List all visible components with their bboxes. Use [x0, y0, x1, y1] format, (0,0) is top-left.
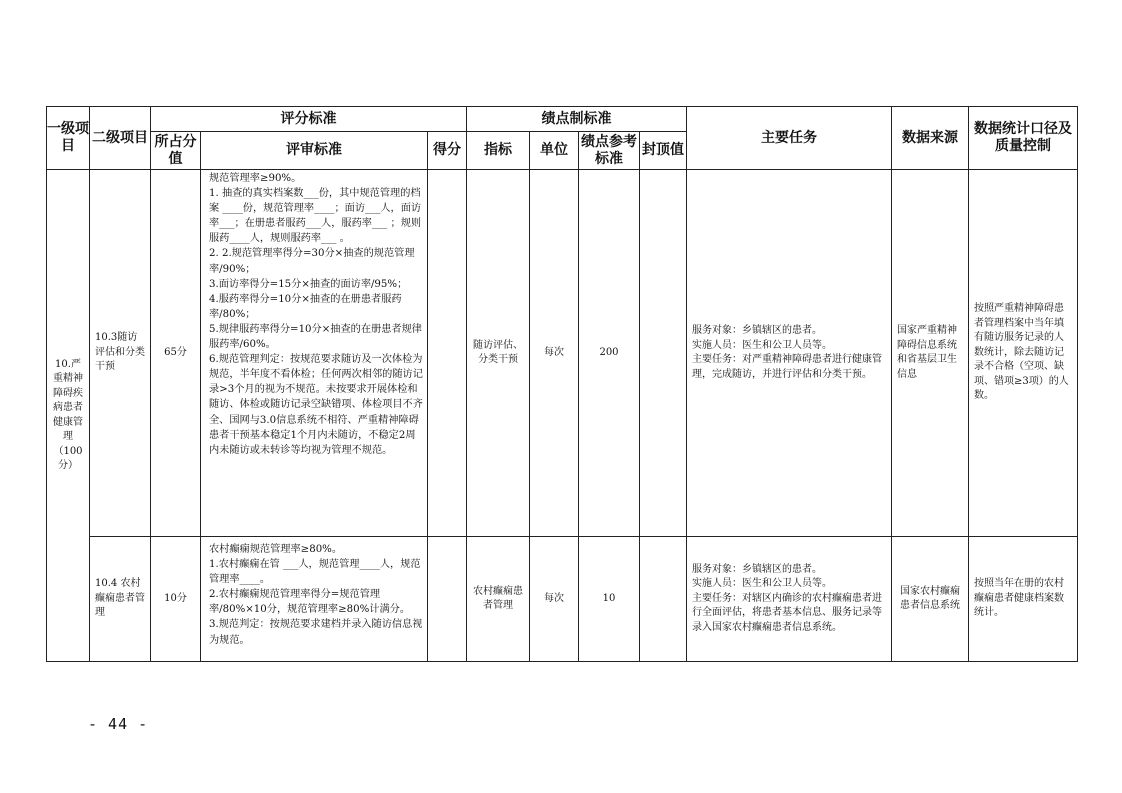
- header-performance: 绩点制标准: [467, 107, 687, 132]
- stat-cell: 按照当年在册的农村癫痫患者健康档案数统计。: [969, 537, 1078, 662]
- criteria-line: 1. 抽查的真实档案数___份，其中规范管理的档案 ____份，规范管理率____；面访___人，面访率___；在册患者服药___人，服药率___ ；规则服药____人，规则服药率___ 。: [209, 188, 422, 245]
- criteria-line: 规范管理率≥90%。: [209, 173, 302, 184]
- task-line: 实施人员：医生和公卫人员等。: [692, 339, 832, 351]
- header-share: 所占分值: [151, 132, 201, 170]
- share-cell: 65分: [151, 170, 201, 537]
- header-reference: 绩点参考标准: [579, 132, 640, 170]
- task-line: 服务对象：乡镇辖区的患者。: [692, 325, 822, 336]
- indicator-cell: 农村癫痫患者管理: [467, 537, 530, 662]
- level2-item-cell: 10.3随访评估和分类干预: [90, 170, 151, 537]
- indicator-cell: 随访评估、分类干预: [467, 170, 530, 537]
- assessment-table: [46, 106, 1078, 662]
- source-cell: 国家农村癫痫患者信息系统: [892, 537, 969, 662]
- header-indicator: 指标: [467, 132, 530, 170]
- level1-item-cell: 10.严重精神障碍疾病患者健康管理（100分）: [47, 170, 90, 662]
- header-stat: 数据统计口径及质量控制: [969, 107, 1078, 170]
- reference-cell: 200: [579, 170, 640, 537]
- unit-cell: 每次: [530, 170, 579, 537]
- table-row: [47, 537, 1078, 662]
- task-line: 主要任务：对严重精神障碍患者进行健康管理，完成随访，并进行评估和分类干预。: [692, 354, 882, 380]
- criteria-line: 2. 2.规范管理率得分=30分×抽查的规范管理率/90%；: [209, 248, 415, 275]
- criteria-line: 农村癫痫规范管理率≥80%。: [209, 544, 343, 555]
- unit-cell: 每次: [530, 537, 579, 662]
- share-cell: 10分: [151, 537, 201, 662]
- criteria-line: 4.服药率得分=10分×抽查的在册患者服药率/80%；: [209, 293, 402, 320]
- cap-cell: [640, 170, 687, 537]
- stat-cell: 按照严重精神障碍患者管理档案中当年填有随访服务记录的人数统计，除去随访记录不合格（空项、缺项、错项≥3项）的人数。: [969, 170, 1078, 537]
- header-scoring: 评分标准: [151, 107, 467, 132]
- criteria-line: 6.规范管理判定：按规范要求随访及一次体检为规范，半年度不看体检；任何两次相邻的随访记录>3个月的视为不规范。未按要求开展体检和随访、体检或随访记录空缺错项、体检项目不齐全、国网与3.0信息系统不相符、严重精神障碍患者干预基本稳定1个月内未随访，不稳定2周内未随访或未转诊等均视为管理不规范。: [209, 354, 423, 456]
- cap-cell: [640, 537, 687, 662]
- criteria-line: 5.规律服药率得分=10分×抽查的在册患者规律服药率/60%。: [209, 323, 422, 351]
- reference-cell: 10: [579, 537, 640, 662]
- task-line: 主要任务：对辖区内确诊的农村癫痫患者进行全面评估，将患者基本信息、服务记录等录入国家农村癫痫患者信息系统。: [692, 592, 882, 633]
- criteria-line: 2.农村癫痫规范管理率得分=规范管理率/80%×10分，规范管理率≥80%计满分。: [209, 589, 411, 616]
- tasks-cell: [687, 170, 892, 537]
- criteria-cell: [201, 170, 428, 537]
- score-cell: [428, 537, 467, 662]
- criteria-line: 3.面访率得分=15分×抽查的面访率/95%；: [209, 278, 408, 290]
- score-cell: [428, 170, 467, 537]
- level2-item-cell: 10.4 农村癫痫患者管理: [90, 537, 151, 662]
- header-criteria: 评审标准: [201, 132, 428, 170]
- page-number: - 44 -: [88, 715, 149, 733]
- criteria-line: 3.规范判定：按规范要求建档并录入随访信息视为规范。: [209, 619, 423, 646]
- header-score: 得分: [428, 132, 467, 170]
- tasks-cell: [687, 537, 892, 662]
- header-level1: 一级项目: [47, 107, 90, 170]
- task-line: 服务对象：乡镇辖区的患者。: [692, 563, 822, 575]
- source-cell: 国家严重精神障碍信息系统和省基层卫生信息: [892, 170, 969, 537]
- criteria-cell: [201, 537, 428, 662]
- header-unit: 单位: [530, 132, 579, 170]
- task-line: 实施人员：医生和公卫人员等。: [692, 578, 832, 590]
- table-row: [47, 170, 1078, 537]
- criteria-line: 1.农村癫痫在管 ___人，规范管理____人，规范管理率____。: [209, 559, 421, 586]
- header-tasks: 主要任务: [687, 107, 892, 170]
- header-cap: 封顶值: [640, 132, 687, 170]
- header-source: 数据来源: [892, 107, 969, 170]
- header-level2: 二级项目: [90, 107, 151, 170]
